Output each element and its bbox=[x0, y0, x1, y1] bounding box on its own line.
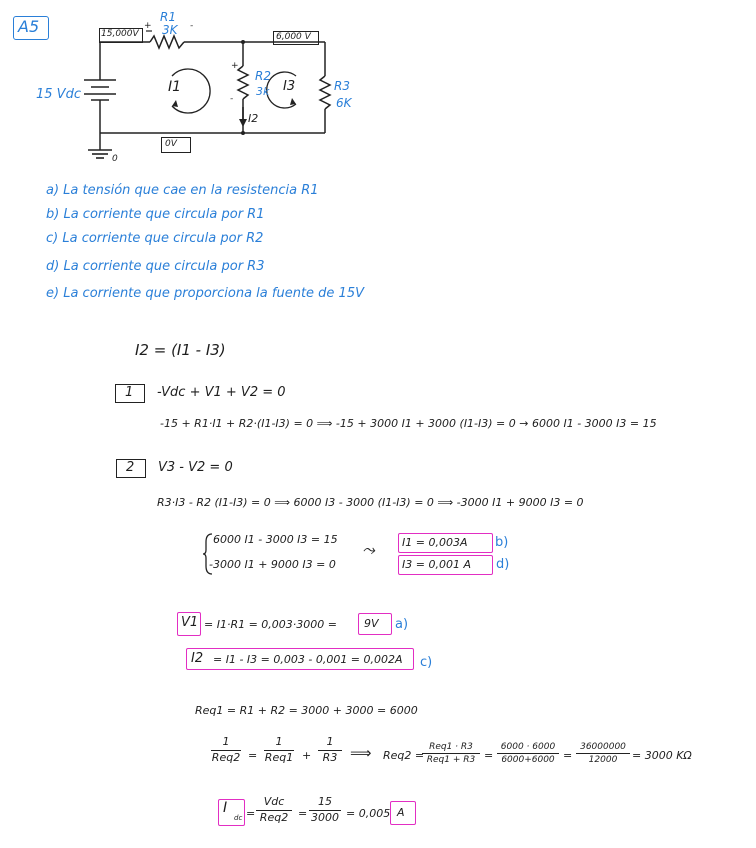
v1-tag: a) bbox=[395, 617, 409, 632]
frac-req2-values bbox=[497, 742, 559, 766]
node-voltage-left: 15,000V bbox=[101, 29, 139, 39]
v1-expression: = I1·R1 = 0,003·3000 = bbox=[204, 618, 337, 631]
r1-minus: - bbox=[190, 21, 194, 31]
eq-sign-5: = bbox=[298, 807, 308, 820]
question-c: c) La corriente que circula por R2 bbox=[46, 231, 264, 246]
result-i1: I1 = 0,003A bbox=[402, 536, 468, 549]
req2-result: = 3000 KΩ bbox=[632, 749, 692, 762]
frac-one-num-2: 1 bbox=[275, 735, 283, 748]
system-line-1: 6000 I1 - 3000 I3 = 15 bbox=[213, 533, 338, 546]
eq1-number: 1 bbox=[125, 385, 134, 400]
r1-value: 3K bbox=[162, 23, 178, 37]
idc-value: = 0,005 bbox=[346, 807, 391, 820]
plus-sign: + bbox=[302, 749, 312, 762]
implies-arrow: ⟹ bbox=[350, 744, 372, 762]
question-d: d) La corriente que circula por R3 bbox=[46, 259, 265, 274]
loop-i3-label: I3 bbox=[283, 79, 296, 94]
r1-plus: + bbox=[144, 21, 152, 31]
i2-tag: c) bbox=[420, 655, 433, 670]
question-b: b) La corriente que circula por R1 bbox=[46, 207, 265, 222]
frac-val-num: 6000 · 6000 bbox=[500, 742, 556, 752]
req1-equation: Req1 = R1 + R2 = 3000 + 3000 = 6000 bbox=[195, 704, 418, 717]
problem-label: A5 bbox=[18, 17, 40, 36]
eq2-number: 2 bbox=[126, 460, 135, 475]
ground-voltage: 0V bbox=[165, 139, 177, 149]
node-voltage-right: 6,000 V bbox=[276, 32, 311, 42]
frac-vdc-num: Vdc bbox=[263, 795, 285, 808]
i2-lhs: I2 bbox=[191, 651, 204, 666]
r1-name: R1 bbox=[160, 10, 176, 24]
eq-sign-3: = bbox=[563, 749, 573, 762]
frac-big-num: 36000000 bbox=[580, 742, 626, 752]
frac-req1-den: Req1 bbox=[264, 750, 294, 764]
v1-value: 9V bbox=[364, 617, 379, 630]
source-label: 15 Vdc bbox=[36, 87, 81, 102]
eq2-expanded: R3·I3 - R2 (I1-I3) = 0 ⟹ 6000 I3 - 3000 (I1-I3) = 0 ⟹ -3000 I1 + 9000 I3 = 0 bbox=[157, 496, 584, 509]
eq2: V3 - V2 = 0 bbox=[158, 460, 233, 475]
frac-sym-den: Req1 + R3 bbox=[426, 755, 476, 766]
r2-plus: + bbox=[231, 61, 239, 71]
frac-3000-den: 3000 bbox=[311, 810, 339, 824]
frac-vdc-den: Req2 bbox=[259, 810, 289, 824]
branch-current-label: I2 bbox=[248, 112, 259, 125]
eq-sign-4: = bbox=[246, 807, 256, 820]
r2-minus: - bbox=[230, 94, 234, 104]
eq1-expanded: -15 + R1·I1 + R2·(I1-I3) = 0 ⟹ -15 + 3000 I1 + 3000 (I1-I3) = 0 → 6000 I1 - 3000 I3 = 15 bbox=[160, 417, 657, 430]
v1-lhs: V1 bbox=[181, 615, 199, 630]
question-e: e) La corriente que proporciona la fuente de 15V bbox=[46, 286, 364, 301]
eq-sign-1: = bbox=[248, 749, 258, 762]
system-arrow: ⤳ bbox=[362, 540, 375, 559]
question-a: a) La tensión que cae en la resistencia R1 bbox=[46, 183, 319, 198]
idc-sub: dc bbox=[234, 814, 243, 822]
r3-name: R3 bbox=[334, 79, 350, 93]
r3-value: 6K bbox=[336, 96, 352, 110]
frac-15-over-3000 bbox=[309, 796, 341, 824]
frac-one-over-r3 bbox=[318, 736, 342, 764]
result-i3-tag: d) bbox=[496, 557, 510, 572]
req2-lhs: Req2 = bbox=[383, 749, 425, 762]
i2-definition: I2 = (I1 - I3) bbox=[135, 341, 226, 359]
frac-15-num: 15 bbox=[318, 795, 332, 808]
frac-req2-den: Req2 bbox=[211, 750, 241, 764]
frac-sym-num: Req1 · R3 bbox=[429, 742, 473, 752]
frac-req2-big bbox=[576, 742, 630, 766]
frac-one-num-3: 1 bbox=[326, 735, 334, 748]
eq1: -Vdc + V1 + V2 = 0 bbox=[157, 385, 286, 400]
frac-r3-den: R3 bbox=[322, 750, 338, 764]
i2-expression: = I1 - I3 = 0,003 - 0,001 = 0,002A bbox=[213, 653, 403, 666]
frac-req2-symbolic bbox=[422, 742, 480, 766]
frac-one-over-req1 bbox=[264, 736, 294, 764]
ground-node-label: 0 bbox=[112, 154, 118, 164]
loop-i1-label: I1 bbox=[168, 79, 182, 95]
frac-vdc-over-req2 bbox=[256, 796, 292, 824]
frac-one-num: 1 bbox=[222, 735, 230, 748]
r2-value: 3k bbox=[256, 85, 270, 98]
frac-one-over-req2 bbox=[211, 736, 241, 764]
result-i1-tag: b) bbox=[495, 535, 509, 550]
result-i3: I3 = 0,001 A bbox=[402, 558, 471, 571]
frac-big-den: 12000 bbox=[588, 755, 618, 766]
r2-name: R2 bbox=[255, 69, 271, 83]
idc-lhs: I bbox=[223, 800, 228, 816]
system-line-2: -3000 I1 + 9000 I3 = 0 bbox=[209, 558, 336, 571]
idc-unit: A bbox=[397, 806, 405, 819]
eq-sign-2: = bbox=[484, 749, 494, 762]
frac-val-den: 6000+6000 bbox=[501, 755, 555, 766]
